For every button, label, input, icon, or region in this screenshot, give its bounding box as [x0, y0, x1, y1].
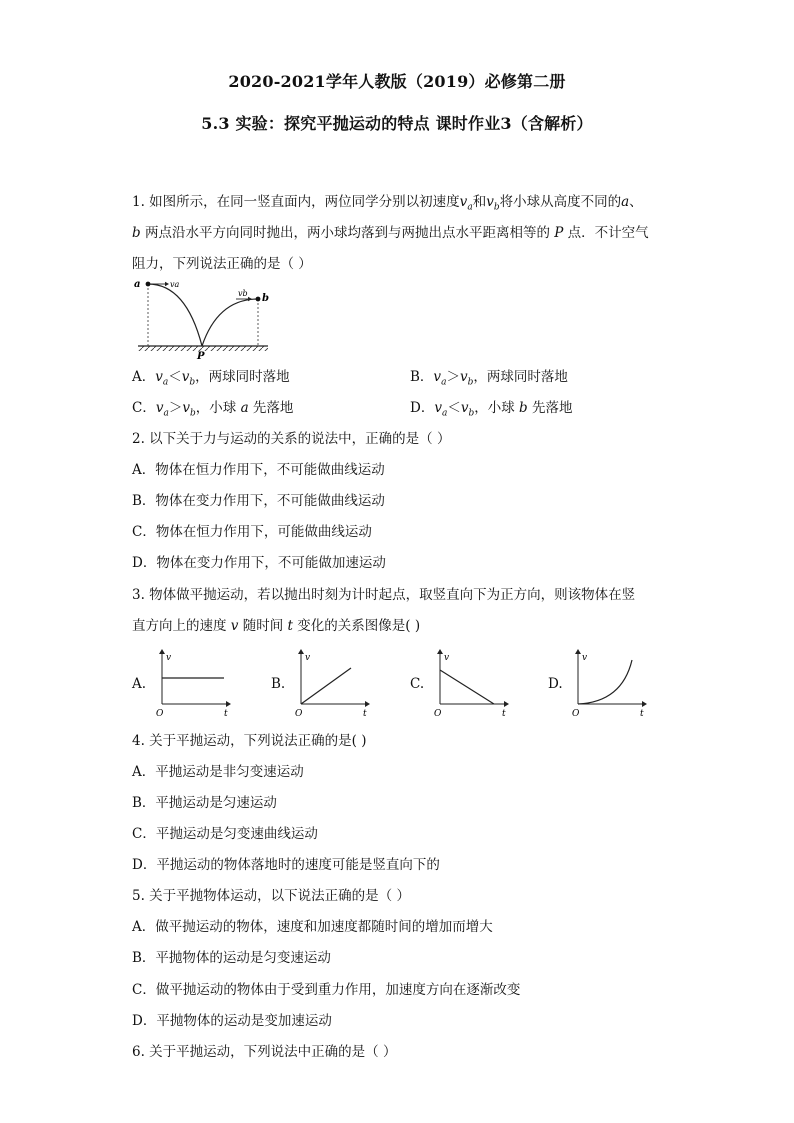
q5-option-d[interactable]: D．平抛物体的运动是变加速运动	[132, 1013, 332, 1029]
q3-option-d[interactable]	[548, 646, 648, 718]
t-axis-arrow	[642, 701, 647, 707]
q6-stem: 6. 关于平抛运动，下列说法中正确的是（ ）	[132, 1044, 397, 1060]
q1-option-a[interactable]: A．$v_a<v_b$，两球同时落地	[132, 369, 290, 388]
trajectory-b	[202, 299, 258, 346]
q4-option-a[interactable]: A．平抛运动是非匀变速运动	[132, 764, 304, 780]
v-axis-label: v	[582, 653, 588, 663]
t-axis-label: t	[363, 709, 367, 718]
label-b: b	[262, 293, 269, 304]
t-axis-label: t	[640, 709, 644, 718]
label-p: P	[197, 351, 205, 362]
trajectory-a	[148, 284, 202, 346]
origin-label: O	[434, 709, 442, 718]
q3-vt-graph	[293, 646, 373, 718]
page-title-line-2: 5.3 实验：探究平抛运动的特点 课时作业3（含解析）	[201, 114, 593, 133]
v-axis-arrow	[575, 649, 581, 654]
label-vb: vb	[238, 289, 248, 298]
q4-stem: 4. 关于平抛运动，下列说法正确的是( )	[132, 733, 367, 749]
q1-figure	[130, 276, 275, 362]
q3-stem-line-1: 3. 物体做平抛运动，若以抛出时刻为计时起点，取竖直向下为正方向，则该物体在竖	[132, 587, 636, 603]
v-axis-arrow	[298, 649, 304, 654]
t-axis-label: t	[224, 709, 228, 718]
q4-option-d[interactable]: D．平抛运动的物体落地时的速度可能是竖直向下的	[132, 857, 440, 873]
q3-vt-graph	[432, 646, 512, 718]
origin-label: O	[156, 709, 164, 718]
q5-option-b[interactable]: B．平抛物体的运动是匀变速运动	[132, 950, 331, 966]
q2-option-c[interactable]: C．物体在恒力作用下，可能做曲线运动	[132, 524, 372, 540]
label-a: a	[134, 279, 141, 290]
v-axis-label: v	[444, 653, 450, 663]
t-axis-arrow	[226, 701, 231, 707]
q3-stem-line-2: 直方向上的速度 v 随时间 t 变化的关系图像是( )	[132, 618, 421, 634]
q3-vt-graph	[570, 646, 650, 718]
v-axis-label: v	[166, 653, 172, 663]
v-t-line	[578, 660, 632, 704]
q1-option-b[interactable]: B．$v_a>v_b$，两球同时落地	[410, 369, 568, 388]
t-axis-arrow	[504, 701, 509, 707]
q1-stem-line-2: b 两点沿水平方向同时抛出，两小球均落到与两抛出点水平距离相等的 P 点．不计空气	[132, 225, 649, 241]
t-axis-arrow	[365, 701, 370, 707]
q5-stem: 5. 关于平抛物体运动，以下说法正确的是（ ）	[132, 888, 410, 904]
origin-label: O	[572, 709, 580, 718]
q3-option-letter: A.	[132, 676, 147, 692]
origin-label: O	[295, 709, 303, 718]
q5-option-a[interactable]: A．做平抛运动的物体，速度和加速度都随时间的增加而增大	[132, 919, 493, 935]
q2-option-d[interactable]: D．物体在变力作用下，不可能做加速运动	[132, 555, 386, 571]
q5-option-c[interactable]: C．做平抛运动的物体由于受到重力作用，加速度方向在逐渐改变	[132, 982, 521, 998]
page-title-line-1: 2020-2021学年人教版（2019）必修第二册	[228, 72, 566, 91]
q1-stem-line-1: 1. 如图所示，在同一竖直面内，两位同学分别以初速度$v_a$和$v_b$将小球从高度不同的a、	[132, 194, 643, 213]
v-axis-arrow	[159, 649, 165, 654]
q3-option-b[interactable]	[271, 646, 371, 718]
q3-option-letter: B.	[271, 676, 286, 692]
q1-option-c[interactable]: C．$v_a>v_b$，小球 a 先落地	[132, 400, 294, 419]
q2-option-a[interactable]: A．物体在恒力作用下，不可能做曲线运动	[132, 462, 385, 478]
q3-option-letter: D.	[548, 676, 563, 692]
q1-stem-line-3: 阻力，下列说法正确的是（ ）	[132, 256, 312, 272]
v-t-line	[301, 668, 351, 704]
q2-stem: 2. 以下关于力与运动的关系的说法中，正确的是（ ）	[132, 431, 451, 447]
label-va: va	[170, 280, 180, 289]
v-t-line	[440, 670, 494, 704]
v-axis-arrow	[437, 649, 443, 654]
ball-b	[256, 297, 261, 302]
v-axis-label: v	[305, 653, 311, 663]
q2-option-b[interactable]: B．物体在变力作用下，不可能做曲线运动	[132, 493, 385, 509]
q3-option-c[interactable]	[410, 646, 510, 718]
q3-option-a[interactable]	[132, 646, 232, 718]
q3-option-letter: C.	[410, 676, 425, 692]
q3-vt-graph	[154, 646, 234, 718]
q4-option-b[interactable]: B．平抛运动是匀速运动	[132, 795, 277, 811]
q1-option-d[interactable]: D．$v_a<v_b$，小球 b 先落地	[410, 400, 573, 419]
q4-option-c[interactable]: C．平抛运动是匀变速曲线运动	[132, 826, 318, 842]
ball-a	[146, 282, 151, 287]
t-axis-label: t	[502, 709, 506, 718]
